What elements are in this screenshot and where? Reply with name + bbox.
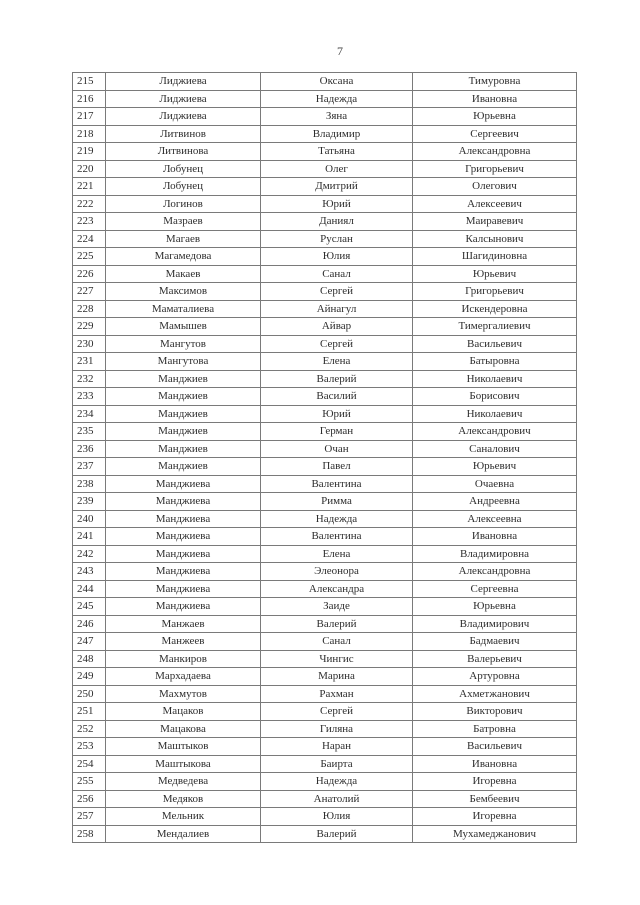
patronymic-cell: Юрьевич <box>413 265 577 283</box>
patronymic-cell: Бадмаевич <box>413 633 577 651</box>
row-number: 227 <box>73 283 106 301</box>
table-row <box>73 720 577 738</box>
patronymic-cell: Олегович <box>413 178 577 196</box>
surname-cell: Литвинова <box>106 143 261 161</box>
table-row <box>73 703 577 721</box>
patronymic-cell: Викторович <box>413 703 577 721</box>
table-row <box>73 458 577 476</box>
patronymic-cell: Ивановна <box>413 90 577 108</box>
surname-cell: Махмутов <box>106 685 261 703</box>
first-name-cell: Сергей <box>261 703 413 721</box>
surname-cell: Манжеев <box>106 633 261 651</box>
first-name-cell: Олег <box>261 160 413 178</box>
surname-cell: Мацаков <box>106 703 261 721</box>
table-row <box>73 178 577 196</box>
first-name-cell: Юлия <box>261 808 413 826</box>
surname-cell: Маштыкова <box>106 755 261 773</box>
patronymic-cell: Григорьевич <box>413 283 577 301</box>
surname-cell: Лиджиева <box>106 90 261 108</box>
patronymic-cell: Александровна <box>413 143 577 161</box>
surname-cell: Мазраев <box>106 213 261 231</box>
first-name-cell: Гиляна <box>261 720 413 738</box>
surname-cell: Лиджиева <box>106 73 261 91</box>
row-number: 226 <box>73 265 106 283</box>
table-row <box>73 388 577 406</box>
surname-cell: Медяков <box>106 790 261 808</box>
surname-cell: Манджиева <box>106 528 261 546</box>
table-row <box>73 773 577 791</box>
first-name-cell: Валерий <box>261 825 413 843</box>
row-number: 216 <box>73 90 106 108</box>
first-name-cell: Юлия <box>261 248 413 266</box>
first-name-cell: Даниял <box>261 213 413 231</box>
table-row <box>73 633 577 651</box>
patronymic-cell: Искендеровна <box>413 300 577 318</box>
table-row <box>73 493 577 511</box>
table-row <box>73 440 577 458</box>
surname-cell: Манджиев <box>106 458 261 476</box>
surname-cell: Макаев <box>106 265 261 283</box>
row-number: 233 <box>73 388 106 406</box>
patronymic-cell: Андреевна <box>413 493 577 511</box>
row-number: 230 <box>73 335 106 353</box>
table-row <box>73 160 577 178</box>
patronymic-cell: Алексеевич <box>413 195 577 213</box>
patronymic-cell: Юрьевна <box>413 598 577 616</box>
surname-cell: Манджиева <box>106 510 261 528</box>
surname-cell: Манджиев <box>106 388 261 406</box>
persons-table-body <box>73 73 577 843</box>
patronymic-cell: Николаевич <box>413 405 577 423</box>
first-name-cell: Заиде <box>261 598 413 616</box>
row-number: 221 <box>73 178 106 196</box>
table-row <box>73 790 577 808</box>
table-row <box>73 615 577 633</box>
first-name-cell: Оксана <box>261 73 413 91</box>
patronymic-cell: Тимергалиевич <box>413 318 577 336</box>
row-number: 242 <box>73 545 106 563</box>
patronymic-cell: Александровна <box>413 563 577 581</box>
surname-cell: Медведева <box>106 773 261 791</box>
surname-cell: Манджиева <box>106 563 261 581</box>
surname-cell: Магаев <box>106 230 261 248</box>
row-number: 237 <box>73 458 106 476</box>
surname-cell: Маматалиева <box>106 300 261 318</box>
surname-cell: Манджиев <box>106 440 261 458</box>
patronymic-cell: Ивановна <box>413 528 577 546</box>
table-row <box>73 668 577 686</box>
first-name-cell: Надежда <box>261 773 413 791</box>
first-name-cell: Сергей <box>261 283 413 301</box>
row-number: 234 <box>73 405 106 423</box>
patronymic-cell: Игоревна <box>413 808 577 826</box>
patronymic-cell: Валерьевич <box>413 650 577 668</box>
surname-cell: Манджиева <box>106 493 261 511</box>
surname-cell: Мендалиев <box>106 825 261 843</box>
table-row <box>73 143 577 161</box>
table-row <box>73 230 577 248</box>
first-name-cell: Зяна <box>261 108 413 126</box>
first-name-cell: Айнагул <box>261 300 413 318</box>
page-number: 7 <box>337 44 343 58</box>
table-row <box>73 563 577 581</box>
row-number: 241 <box>73 528 106 546</box>
first-name-cell: Надежда <box>261 90 413 108</box>
first-name-cell: Василий <box>261 388 413 406</box>
table-row <box>73 73 577 91</box>
patronymic-cell: Шагидиновна <box>413 248 577 266</box>
patronymic-cell: Сергеевич <box>413 125 577 143</box>
row-number: 223 <box>73 213 106 231</box>
row-number: 222 <box>73 195 106 213</box>
row-number: 252 <box>73 720 106 738</box>
surname-cell: Манджиев <box>106 423 261 441</box>
table-row <box>73 213 577 231</box>
table-row <box>73 90 577 108</box>
surname-cell: Манджиев <box>106 370 261 388</box>
surname-cell: Манкиров <box>106 650 261 668</box>
patronymic-cell: Васильевич <box>413 335 577 353</box>
first-name-cell: Санал <box>261 265 413 283</box>
table-row <box>73 353 577 371</box>
row-number: 258 <box>73 825 106 843</box>
surname-cell: Манджиева <box>106 545 261 563</box>
table-row <box>73 755 577 773</box>
table-row <box>73 528 577 546</box>
patronymic-cell: Александрович <box>413 423 577 441</box>
table-row <box>73 423 577 441</box>
patronymic-cell: Юрьевич <box>413 458 577 476</box>
surname-cell: Мацакова <box>106 720 261 738</box>
row-number: 224 <box>73 230 106 248</box>
first-name-cell: Элеонора <box>261 563 413 581</box>
surname-cell: Манджиева <box>106 475 261 493</box>
patronymic-cell: Батровна <box>413 720 577 738</box>
surname-cell: Манджиева <box>106 598 261 616</box>
row-number: 217 <box>73 108 106 126</box>
table-row <box>73 318 577 336</box>
first-name-cell: Елена <box>261 545 413 563</box>
first-name-cell: Герман <box>261 423 413 441</box>
row-number: 228 <box>73 300 106 318</box>
table-row <box>73 580 577 598</box>
row-number: 245 <box>73 598 106 616</box>
patronymic-cell: Артуровна <box>413 668 577 686</box>
surname-cell: Литвинов <box>106 125 261 143</box>
first-name-cell: Очан <box>261 440 413 458</box>
first-name-cell: Валентина <box>261 475 413 493</box>
first-name-cell: Баирта <box>261 755 413 773</box>
first-name-cell: Наран <box>261 738 413 756</box>
row-number: 238 <box>73 475 106 493</box>
patronymic-cell: Батыровна <box>413 353 577 371</box>
row-number: 250 <box>73 685 106 703</box>
first-name-cell: Елена <box>261 353 413 371</box>
first-name-cell: Валентина <box>261 528 413 546</box>
first-name-cell: Сергей <box>261 335 413 353</box>
row-number: 248 <box>73 650 106 668</box>
row-number: 256 <box>73 790 106 808</box>
table-row <box>73 248 577 266</box>
surname-cell: Лобунец <box>106 178 261 196</box>
patronymic-cell: Тимуровна <box>413 73 577 91</box>
first-name-cell: Владимир <box>261 125 413 143</box>
patronymic-cell: Игоревна <box>413 773 577 791</box>
row-number: 243 <box>73 563 106 581</box>
table-row <box>73 405 577 423</box>
row-number: 247 <box>73 633 106 651</box>
first-name-cell: Марина <box>261 668 413 686</box>
first-name-cell: Рахман <box>261 685 413 703</box>
table-row <box>73 650 577 668</box>
first-name-cell: Чингис <box>261 650 413 668</box>
table-row <box>73 125 577 143</box>
patronymic-cell: Николаевич <box>413 370 577 388</box>
table-row <box>73 685 577 703</box>
first-name-cell: Юрий <box>261 195 413 213</box>
table-row <box>73 335 577 353</box>
row-number: 255 <box>73 773 106 791</box>
patronymic-cell: Алексеевна <box>413 510 577 528</box>
surname-cell: Мангутов <box>106 335 261 353</box>
surname-cell: Манжаев <box>106 615 261 633</box>
surname-cell: Лобунец <box>106 160 261 178</box>
surname-cell: Лиджиева <box>106 108 261 126</box>
surname-cell: Логинов <box>106 195 261 213</box>
row-number: 219 <box>73 143 106 161</box>
row-number: 229 <box>73 318 106 336</box>
first-name-cell: Надежда <box>261 510 413 528</box>
first-name-cell: Александра <box>261 580 413 598</box>
row-number: 231 <box>73 353 106 371</box>
table-row <box>73 475 577 493</box>
surname-cell: Мельник <box>106 808 261 826</box>
surname-cell: Мамышев <box>106 318 261 336</box>
row-number: 232 <box>73 370 106 388</box>
patronymic-cell: Очаевна <box>413 475 577 493</box>
patronymic-cell: Ахметжанович <box>413 685 577 703</box>
patronymic-cell: Григорьевич <box>413 160 577 178</box>
surname-cell: Максимов <box>106 283 261 301</box>
row-number: 257 <box>73 808 106 826</box>
table-row <box>73 598 577 616</box>
surname-cell: Манджиева <box>106 580 261 598</box>
first-name-cell: Санал <box>261 633 413 651</box>
row-number: 218 <box>73 125 106 143</box>
first-name-cell: Римма <box>261 493 413 511</box>
row-number: 244 <box>73 580 106 598</box>
patronymic-cell: Юрьевна <box>413 108 577 126</box>
table-row <box>73 370 577 388</box>
patronymic-cell: Сергеевна <box>413 580 577 598</box>
table-row <box>73 825 577 843</box>
row-number: 254 <box>73 755 106 773</box>
row-number: 253 <box>73 738 106 756</box>
row-number: 251 <box>73 703 106 721</box>
table-row <box>73 738 577 756</box>
row-number: 240 <box>73 510 106 528</box>
first-name-cell: Валерий <box>261 370 413 388</box>
row-number: 236 <box>73 440 106 458</box>
table-row <box>73 545 577 563</box>
table-row <box>73 195 577 213</box>
surname-cell: Магамедова <box>106 248 261 266</box>
row-number: 239 <box>73 493 106 511</box>
table-row <box>73 283 577 301</box>
patronymic-cell: Бембеевич <box>413 790 577 808</box>
first-name-cell: Татьяна <box>261 143 413 161</box>
row-number: 215 <box>73 73 106 91</box>
first-name-cell: Айвар <box>261 318 413 336</box>
patronymic-cell: Владимирович <box>413 615 577 633</box>
patronymic-cell: Маиравевич <box>413 213 577 231</box>
first-name-cell: Дмитрий <box>261 178 413 196</box>
surname-cell: Манджиев <box>106 405 261 423</box>
surname-cell: Мархадаева <box>106 668 261 686</box>
row-number: 225 <box>73 248 106 266</box>
persons-table <box>72 72 577 843</box>
patronymic-cell: Мухамеджанович <box>413 825 577 843</box>
patronymic-cell: Саналович <box>413 440 577 458</box>
first-name-cell: Юрий <box>261 405 413 423</box>
table-row <box>73 510 577 528</box>
surname-cell: Мангутова <box>106 353 261 371</box>
row-number: 249 <box>73 668 106 686</box>
patronymic-cell: Владимировна <box>413 545 577 563</box>
first-name-cell: Руслан <box>261 230 413 248</box>
table-row <box>73 300 577 318</box>
first-name-cell: Анатолий <box>261 790 413 808</box>
table-row <box>73 108 577 126</box>
patronymic-cell: Ивановна <box>413 755 577 773</box>
row-number: 235 <box>73 423 106 441</box>
first-name-cell: Валерий <box>261 615 413 633</box>
row-number: 220 <box>73 160 106 178</box>
row-number: 246 <box>73 615 106 633</box>
first-name-cell: Павел <box>261 458 413 476</box>
surname-cell: Маштыков <box>106 738 261 756</box>
patronymic-cell: Васильевич <box>413 738 577 756</box>
patronymic-cell: Борисович <box>413 388 577 406</box>
table-row <box>73 808 577 826</box>
table-row <box>73 265 577 283</box>
patronymic-cell: Калсынович <box>413 230 577 248</box>
